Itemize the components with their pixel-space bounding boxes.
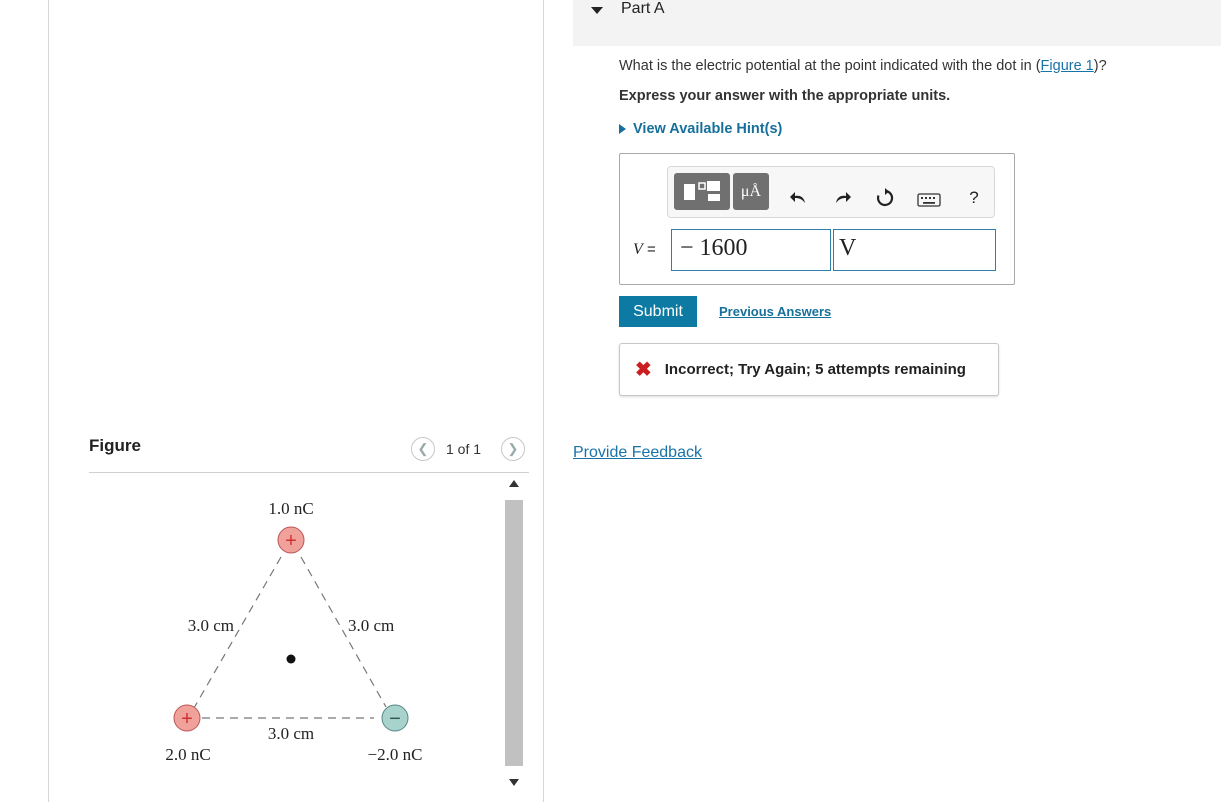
- part-header[interactable]: [573, 0, 1221, 46]
- figure-link[interactable]: Figure 1: [1040, 58, 1094, 74]
- hint-label: View Available Hint(s): [633, 121, 783, 137]
- figure-divider: [89, 472, 529, 473]
- figure-counter: 1 of 1: [446, 441, 482, 457]
- right-side-label: 3.0 cm: [348, 616, 395, 635]
- plus-sign: +: [285, 530, 297, 552]
- chevron-right-icon: ❯: [507, 441, 519, 456]
- feedback-message: [619, 343, 999, 396]
- scroll-down-arrow-icon[interactable]: [509, 779, 519, 786]
- templates-icon: [674, 173, 730, 210]
- feedback-text: Incorrect; Try Again; 5 attempts remaining: [664, 361, 966, 378]
- unit-input[interactable]: V: [833, 229, 996, 271]
- prev-figure-button[interactable]: [411, 437, 435, 461]
- expand-caret-icon: [619, 124, 626, 134]
- left-side-label: 3.0 cm: [187, 616, 234, 635]
- plus-sign: +: [181, 708, 193, 730]
- value-input[interactable]: − 1600: [671, 229, 831, 271]
- charge-triangle-diagram: [110, 480, 490, 780]
- undo-icon[interactable]: [786, 185, 812, 211]
- reset-icon[interactable]: [872, 185, 898, 211]
- keyboard-icon[interactable]: [916, 187, 942, 213]
- next-figure-button[interactable]: [501, 437, 525, 461]
- x-icon: ✖: [635, 359, 652, 381]
- collapse-caret-icon[interactable]: [591, 7, 603, 14]
- redo-icon[interactable]: [829, 185, 855, 211]
- question-suffix: )?: [1093, 58, 1107, 74]
- left-border: [48, 0, 49, 802]
- scrollbar-thumb[interactable]: [505, 500, 523, 766]
- left-charge: [174, 705, 200, 731]
- top-charge: [278, 527, 304, 553]
- observation-dot: [287, 655, 296, 664]
- minus-sign: −: [389, 708, 401, 730]
- help-button[interactable]: ?: [969, 188, 979, 207]
- provide-feedback-link[interactable]: Provide Feedback: [573, 444, 702, 461]
- right-charge-label: −2.0 nC: [367, 745, 423, 764]
- submit-button[interactable]: Submit: [619, 296, 697, 327]
- bottom-side-label: 3.0 cm: [267, 724, 315, 743]
- view-hints-link[interactable]: [619, 121, 782, 137]
- question-text: [619, 58, 1107, 74]
- left-charge-label: 2.0 nC: [165, 745, 211, 764]
- top-charge-label: 1.0 nC: [268, 499, 314, 518]
- chevron-left-icon: ❮: [417, 441, 429, 456]
- units-button[interactable]: μÅ: [733, 173, 769, 210]
- part-title: Part A: [621, 0, 665, 17]
- templates-button[interactable]: [674, 173, 730, 210]
- panel-divider: [543, 0, 544, 802]
- scroll-up-arrow-icon[interactable]: [509, 480, 519, 487]
- equals-sign: =: [642, 241, 656, 258]
- variable-label: [633, 241, 656, 259]
- right-charge: [382, 705, 408, 731]
- variable-name: V: [633, 241, 643, 258]
- question-prefix: What is the electric potential at the point indicated with the dot in (: [619, 58, 1041, 74]
- figure-title: Figure: [89, 436, 141, 455]
- previous-answers-link[interactable]: Previous Answers: [719, 304, 832, 319]
- instruction-text: Express your answer with the appropriate units.: [619, 88, 951, 104]
